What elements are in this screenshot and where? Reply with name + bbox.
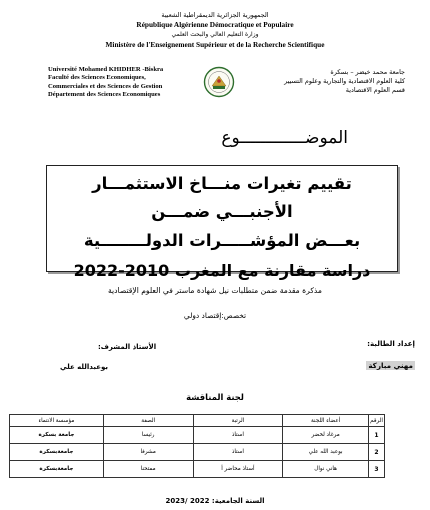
department-name-fr: Département des Sciences Economiques [48, 91, 161, 99]
header-role: الصفة [103, 415, 193, 427]
member-rank: أستاذ محاضر أ [193, 461, 283, 478]
university-block-french [48, 66, 198, 100]
ministry-arabic: وزارة التعليم العالي والبحث العلمي [171, 31, 259, 38]
committee-title: لجنة المناقشة [186, 392, 244, 402]
member-rank: استاذ [193, 444, 283, 461]
student-name [366, 361, 415, 370]
thesis-title-line-1: تقييم تغيرات منـــاخ الاستثمـــار الأجنبـــي ضمـــن [92, 174, 352, 221]
member-role: مشرفا [103, 444, 193, 461]
ministry-french: Ministère de l'Enseignement Supérieur et de la Recherche Scientifique [105, 40, 325, 49]
member-role: ممتحنا [103, 461, 193, 478]
member-institution: جامعةبسكرة [10, 461, 104, 478]
memo-description: مذكرة مقدمة ضمن متطلبات نيل شهادة ماستر في العلوم الإقتصادية [107, 286, 322, 295]
member-rank: استاذ [193, 427, 283, 444]
thesis-title-line-3: دراسة مقارنة مع المغرب 2010-2022 [73, 261, 371, 280]
faculty-name-fr-cont: Commerciales et des Sciences de Gestion [48, 82, 163, 90]
member-name: بوعبد الله علي [283, 444, 369, 461]
faculty-name-ar: كلية العلوم الاقتصادية والتجارية وعلوم التسيير [284, 77, 405, 86]
header-institution: مؤسسة الانتماء [10, 415, 104, 427]
university-name-fr: Université Mohamed KHIDHER -Biskra [48, 66, 164, 73]
header-rank: الرتبة [193, 415, 283, 427]
table-row [10, 444, 385, 461]
table-row [10, 461, 385, 478]
member-institution: جامعةبسكرة [10, 444, 104, 461]
university-seal-icon [203, 66, 235, 98]
committee-table-header [10, 415, 385, 427]
republic-french: République Algérienne Démocratique et Populaire [136, 20, 294, 29]
student-label: إعداد الطالبة: [367, 339, 415, 348]
student-name-highlight: مهني مباركة [368, 361, 413, 370]
row-number: 2 [369, 444, 385, 461]
republic-arabic: الجمهورية الجزائرية الديمقراطية الشعبية [161, 11, 269, 19]
department-name-ar: قسم العلوم الاقتصادية [345, 86, 405, 95]
member-name: مرغاد لخضر [283, 427, 369, 444]
row-number: 3 [369, 461, 385, 478]
faculty-name-fr: Faculté des Sciences Economiques, [48, 74, 146, 82]
header-number: الرقم [369, 415, 385, 427]
committee-table [9, 414, 385, 478]
header-member: أعضاء اللجنة [283, 415, 369, 427]
row-number: 1 [369, 427, 385, 444]
member-institution: جامعة بسكرة [10, 427, 104, 444]
member-role: رئيسا [103, 427, 193, 444]
supervisor-label: الأستاذ المشرف: [98, 343, 157, 351]
member-name: هاني نوال [283, 461, 369, 478]
specialty: تخصص:إقتصاد دولي [183, 311, 247, 320]
table-row [10, 427, 385, 444]
thesis-title-line-2: بعـــض المؤشـــــرات الدولــــــــية [83, 231, 361, 250]
supervisor-name: بوعبدالله علي [60, 363, 108, 371]
subject-label: الموضـــــــــــــوع [221, 128, 348, 148]
university-name-ar: جامعة محمد خيضر – بسكرة [330, 68, 405, 76]
subject-heading [90, 128, 348, 152]
academic-year: السنة الجامعية: 2022 /2023 [165, 497, 265, 505]
thesis-title-box [46, 165, 398, 280]
university-block-arabic [255, 68, 405, 96]
